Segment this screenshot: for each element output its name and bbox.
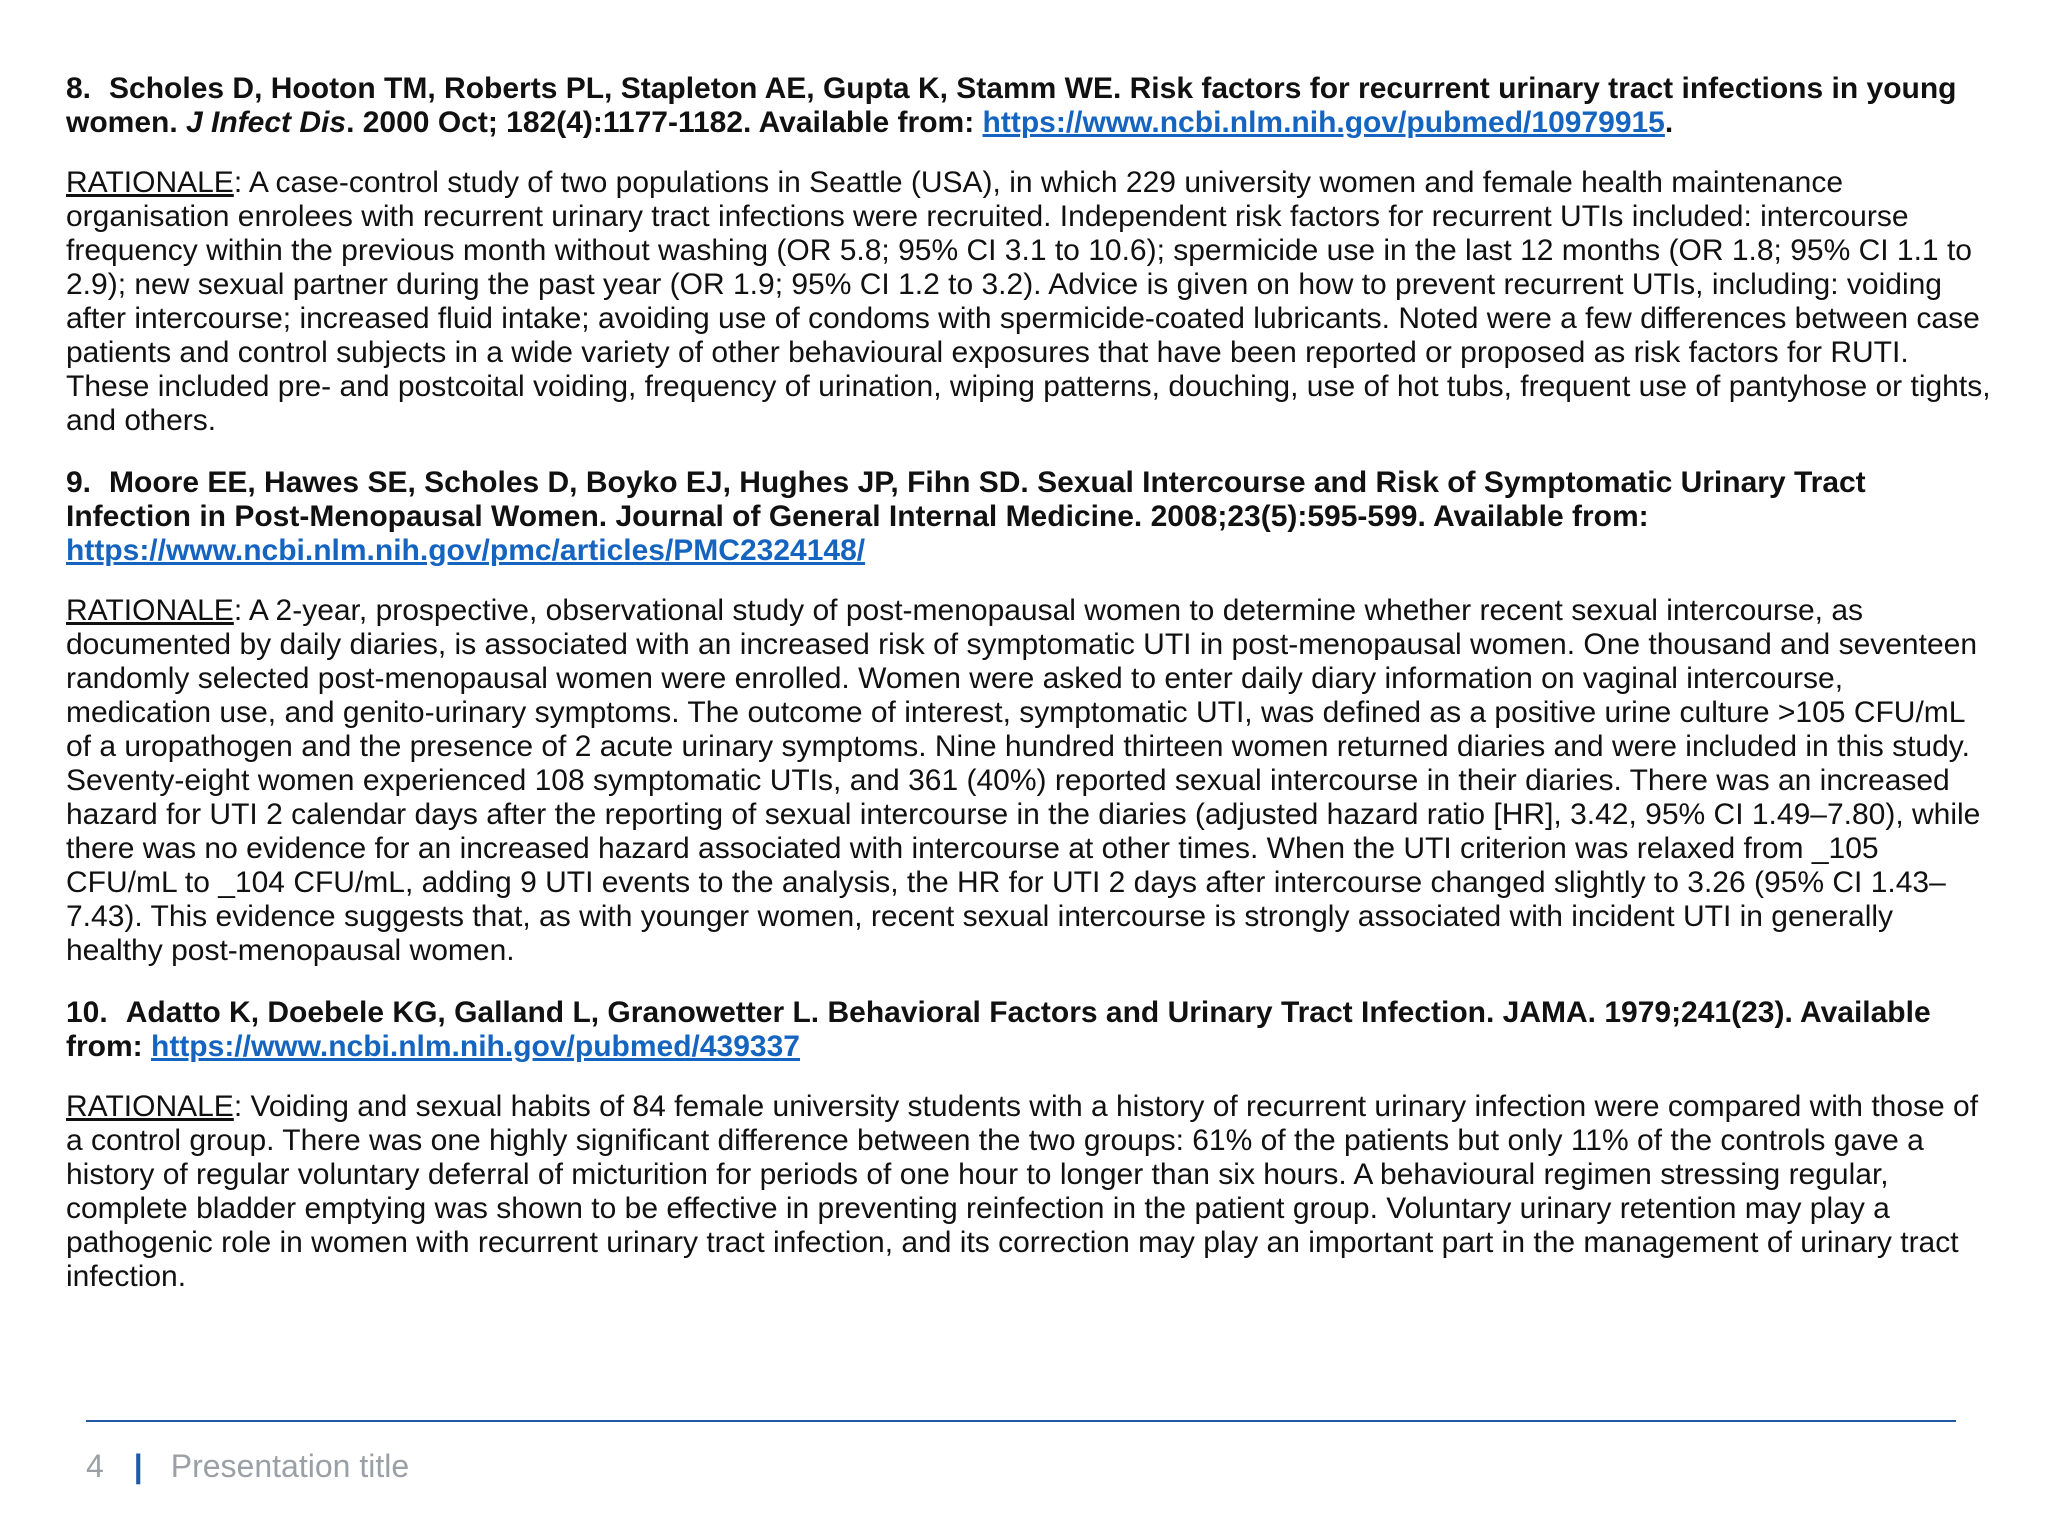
rationale-label: RATIONALE [66,166,234,199]
footer-divider [86,1420,1956,1422]
reference-8 [66,72,1996,140]
rationale-8 [66,166,1996,438]
reference-citation-tail: . 2000 Oct; 182(4):1177-1182. Available from: [346,106,983,139]
reference-citation: Moore EE, Hawes SE, Scholes D, Boyko EJ, Hughes JP, Fihn SD. Sexual Intercourse and Risk of Symptomatic Urinary Tract Infection in Post-Menopausal Women. Journal of General Internal Medicine. 2008;23(5):595-599. Available from: [66,466,1866,533]
presentation-title: Presentation title [170,1448,410,1484]
reference-citation: Scholes D, Hooton TM, Roberts PL, Stapleton AE, Gupta K, Stamm WE. Risk factors for recurrent urinary tract infections in young women. [66,72,1957,139]
rationale-9 [66,594,1996,968]
footer-separator: | [133,1448,143,1484]
rationale-label: RATIONALE [66,1090,234,1123]
rationale-text: : A 2-year, prospective, observational study of post-menopausal women to determine whether recent sexual intercourse, as documented by daily diaries, is associated with an increased risk of symptomatic UTI in post-menopausal women. One thousand and seventeen randomly selected post-menopausal women were enrolled. Women were asked to enter daily diary information on vaginal intercourse, medication use, and genito-urinary symptoms. The outcome of interest, symptomatic UTI, was defined as a positive urine culture >105 CFU/mL of a uropathogen and the presence of 2 acute urinary symptoms. Nine hundred thirteen women returned diaries and were included in this study. Seventy-eight women experienced 108 symptomatic UTIs, and 361 (40%) reported sexual intercourse in their diaries. There was an increased hazard for UTI 2 calendar days after the reporting of sexual intercourse in the diaries (adjusted hazard ratio [HR], 3.42, 95% CI 1.49–7.80), while there was no evidence for an increased hazard associated with intercourse at other times. When the UTI criterion was relaxed from _105 CFU/mL to _104 CFU/mL, adding 9 UTI events to the analysis, the HR for UTI 2 days after intercourse changed slightly to 3.26 (95% CI 1.43–7.43). This evidence suggests that, as with younger women, recent sexual intercourse is strongly associated with incident UTI in generally healthy post-menopausal women. [66,594,1981,967]
pubmed-link[interactable]: https://www.ncbi.nlm.nih.gov/pubmed/10979915 [982,106,1665,139]
reference-10 [66,996,1996,1064]
references-content [66,72,1996,1322]
reference-number: 9. [66,466,92,499]
rationale-text: : Voiding and sexual habits of 84 female university students with a history of recurrent urinary infection were compared with those of a control group. There was one highly significant difference between the two groups: 61% of the patients but only 11% of the controls gave a history of regular voluntary deferral of micturition for periods of one hour to longer than six hours. A behavioural regimen stressing regular, complete bladder emptying was shown to be effective in preventing reinfection in the patient group. Voluntary urinary retention may play a pathogenic role in women with recurrent urinary tract infection, and its correction may play an important part in the management of urinary tract infection. [66,1090,1979,1293]
journal-name: J Infect Dis [186,106,347,139]
rationale-label: RATIONALE [66,594,234,627]
rationale-text: : A case-control study of two populations in Seattle (USA), in which 229 university women and female health maintenance organisation enrolees with recurrent urinary tract infections were recruited. Independent risk factors for recurrent UTIs included: intercourse frequency within the previous month without washing (OR 5.8; 95% CI 3.1 to 10.6); spermicide use in the last 12 months (OR 1.8; 95% CI 1.1 to 2.9); new sexual partner during the past year (OR 1.9; 95% CI 1.2 to 3.2). Advice is given on how to prevent recurrent UTIs, including: voiding after intercourse; increased fluid intake; avoiding use of condoms with spermicide-coated lubricants. Noted were a few differences between case patients and control subjects in a wide variety of other behavioural exposures that have been reported or proposed as risk factors for RUTI. These included pre- and postcoital voiding, frequency of urination, wiping patterns, douching, use of hot tubs, frequent use of pantyhose or tights, and others. [66,166,1991,437]
pmc-link[interactable]: https://www.ncbi.nlm.nih.gov/pmc/articles/PMC2324148/ [66,534,866,567]
reference-trail: . [1664,106,1674,139]
reference-number: 8. [66,72,92,105]
reference-number: 10. [66,996,108,1029]
page-number: 4 [86,1448,104,1484]
reference-citation: Adatto K, Doebele KG, Galland L, Granowetter L. Behavioral Factors and Urinary Tract Infection. JAMA. 1979;241(23). Available from: [66,996,1931,1063]
pubmed-link[interactable]: https://www.ncbi.nlm.nih.gov/pubmed/439337 [151,1030,800,1063]
slide-footer [86,1446,409,1486]
reference-9 [66,466,1996,568]
rationale-10 [66,1090,1996,1294]
